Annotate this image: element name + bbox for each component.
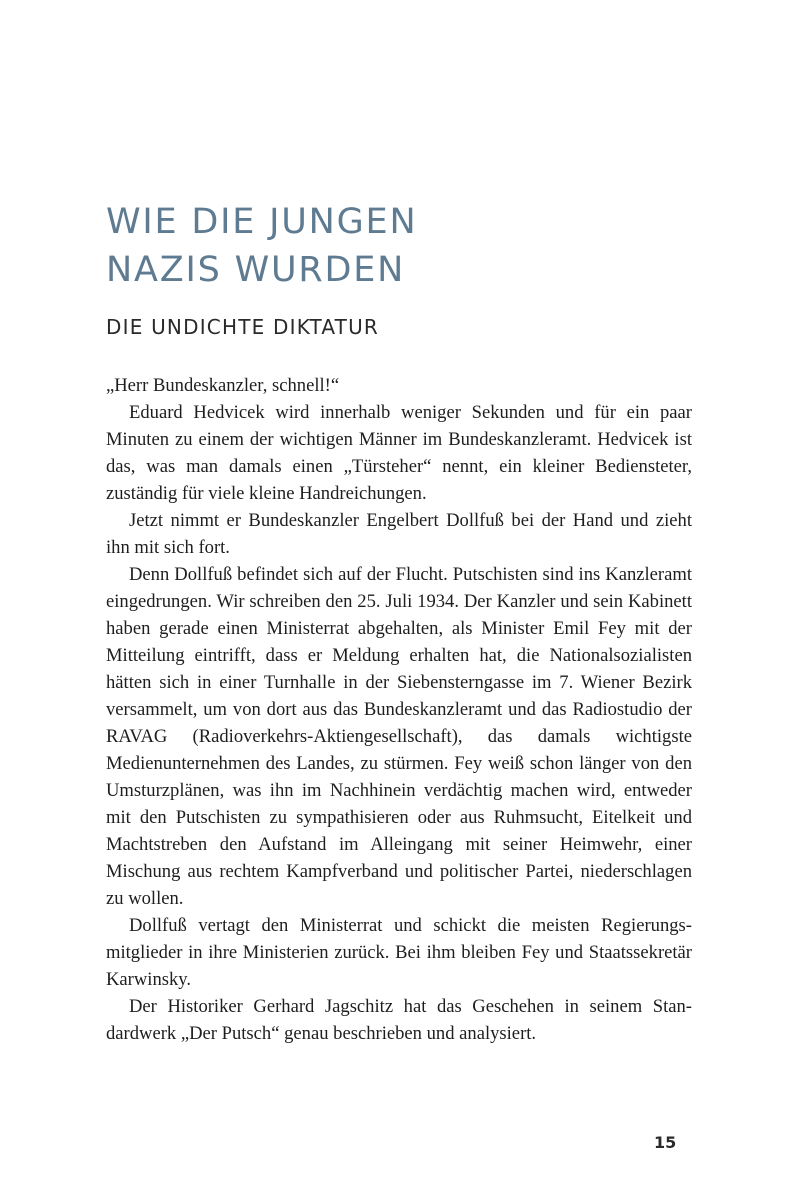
paragraph-4: Denn Dollfuß befindet sich auf der Flucht. Putschisten sind ins Kanzleramt eingedrungen. Wir schreiben den 25. Juli 1934. Der Kanzler und sein Kabinett haben gerade einen Ministerrat abgehalten, als Minister Emil Fey mit der Mitteilung eintrifft, dass er Meldung erhalten hat, die Nationalsozialisten hätten sich in einer Turnhalle in der Siebensterngasse im 7. Wiener Bezirk versammelt, um von dort aus das Bundeskanzleramt und das Radiostudio der RAVAG (Radioverkehrs-Aktiengesellschaft), das damals wichtigste Medienunternehmen des Landes, zu stürmen. Fey weiß schon länger von den Umsturzplänen, was ihn im Nachhinein verdächtig machen wird, entweder mit den Putschisten zu sympathisieren oder aus Ruhmsucht, Eitelkeit und Machtstreben den Aufstand im Alleingang mit seiner Heimwehr, einer Mischung aus rechtem Kampfverband und politischer Partei, niederschlagen zu wollen. (106, 564, 692, 909)
body-text (106, 372, 692, 1047)
paragraph-3: Jetzt nimmt er Bundeskanzler Engelbert Dollfuß bei der Hand und zieht ihn mit sich fort. (106, 510, 692, 558)
paragraph-6: Der Historiker Gerhard Jagschitz hat das Geschehen in seinem Standardwerk „Der Putsch“ genau beschrieben und analysiert. (106, 996, 692, 1044)
paragraph-2: Eduard Hedvicek wird innerhalb weniger Sekunden und für ein paar Minuten zu einem der wichtigen Männer im Bundeskanzleramt. Hedvicek ist das, was man damals einen „Türsteher“ nennt, ein kleiner Bediensteter, zuständig für viele kleine Handreichungen. (106, 402, 692, 504)
paragraph-1: „Herr Bundeskanzler, schnell!“ (106, 375, 340, 396)
page-number: 15 (654, 1133, 677, 1152)
chapter-title-line-1: WIE DIE JUNGEN (106, 202, 418, 242)
chapter-title (106, 198, 417, 294)
paragraph-5: Dollfuß vertagt den Ministerrat und schickt die meisten Regierungsmitglieder in ihre Ministerien zurück. Bei ihm bleiben Fey und Staatssekretär Karwinsky. (106, 915, 692, 990)
section-title: DIE UNDICHTE DIKTATUR (106, 315, 380, 339)
chapter-title-line-2: NAZIS WURDEN (106, 250, 406, 290)
